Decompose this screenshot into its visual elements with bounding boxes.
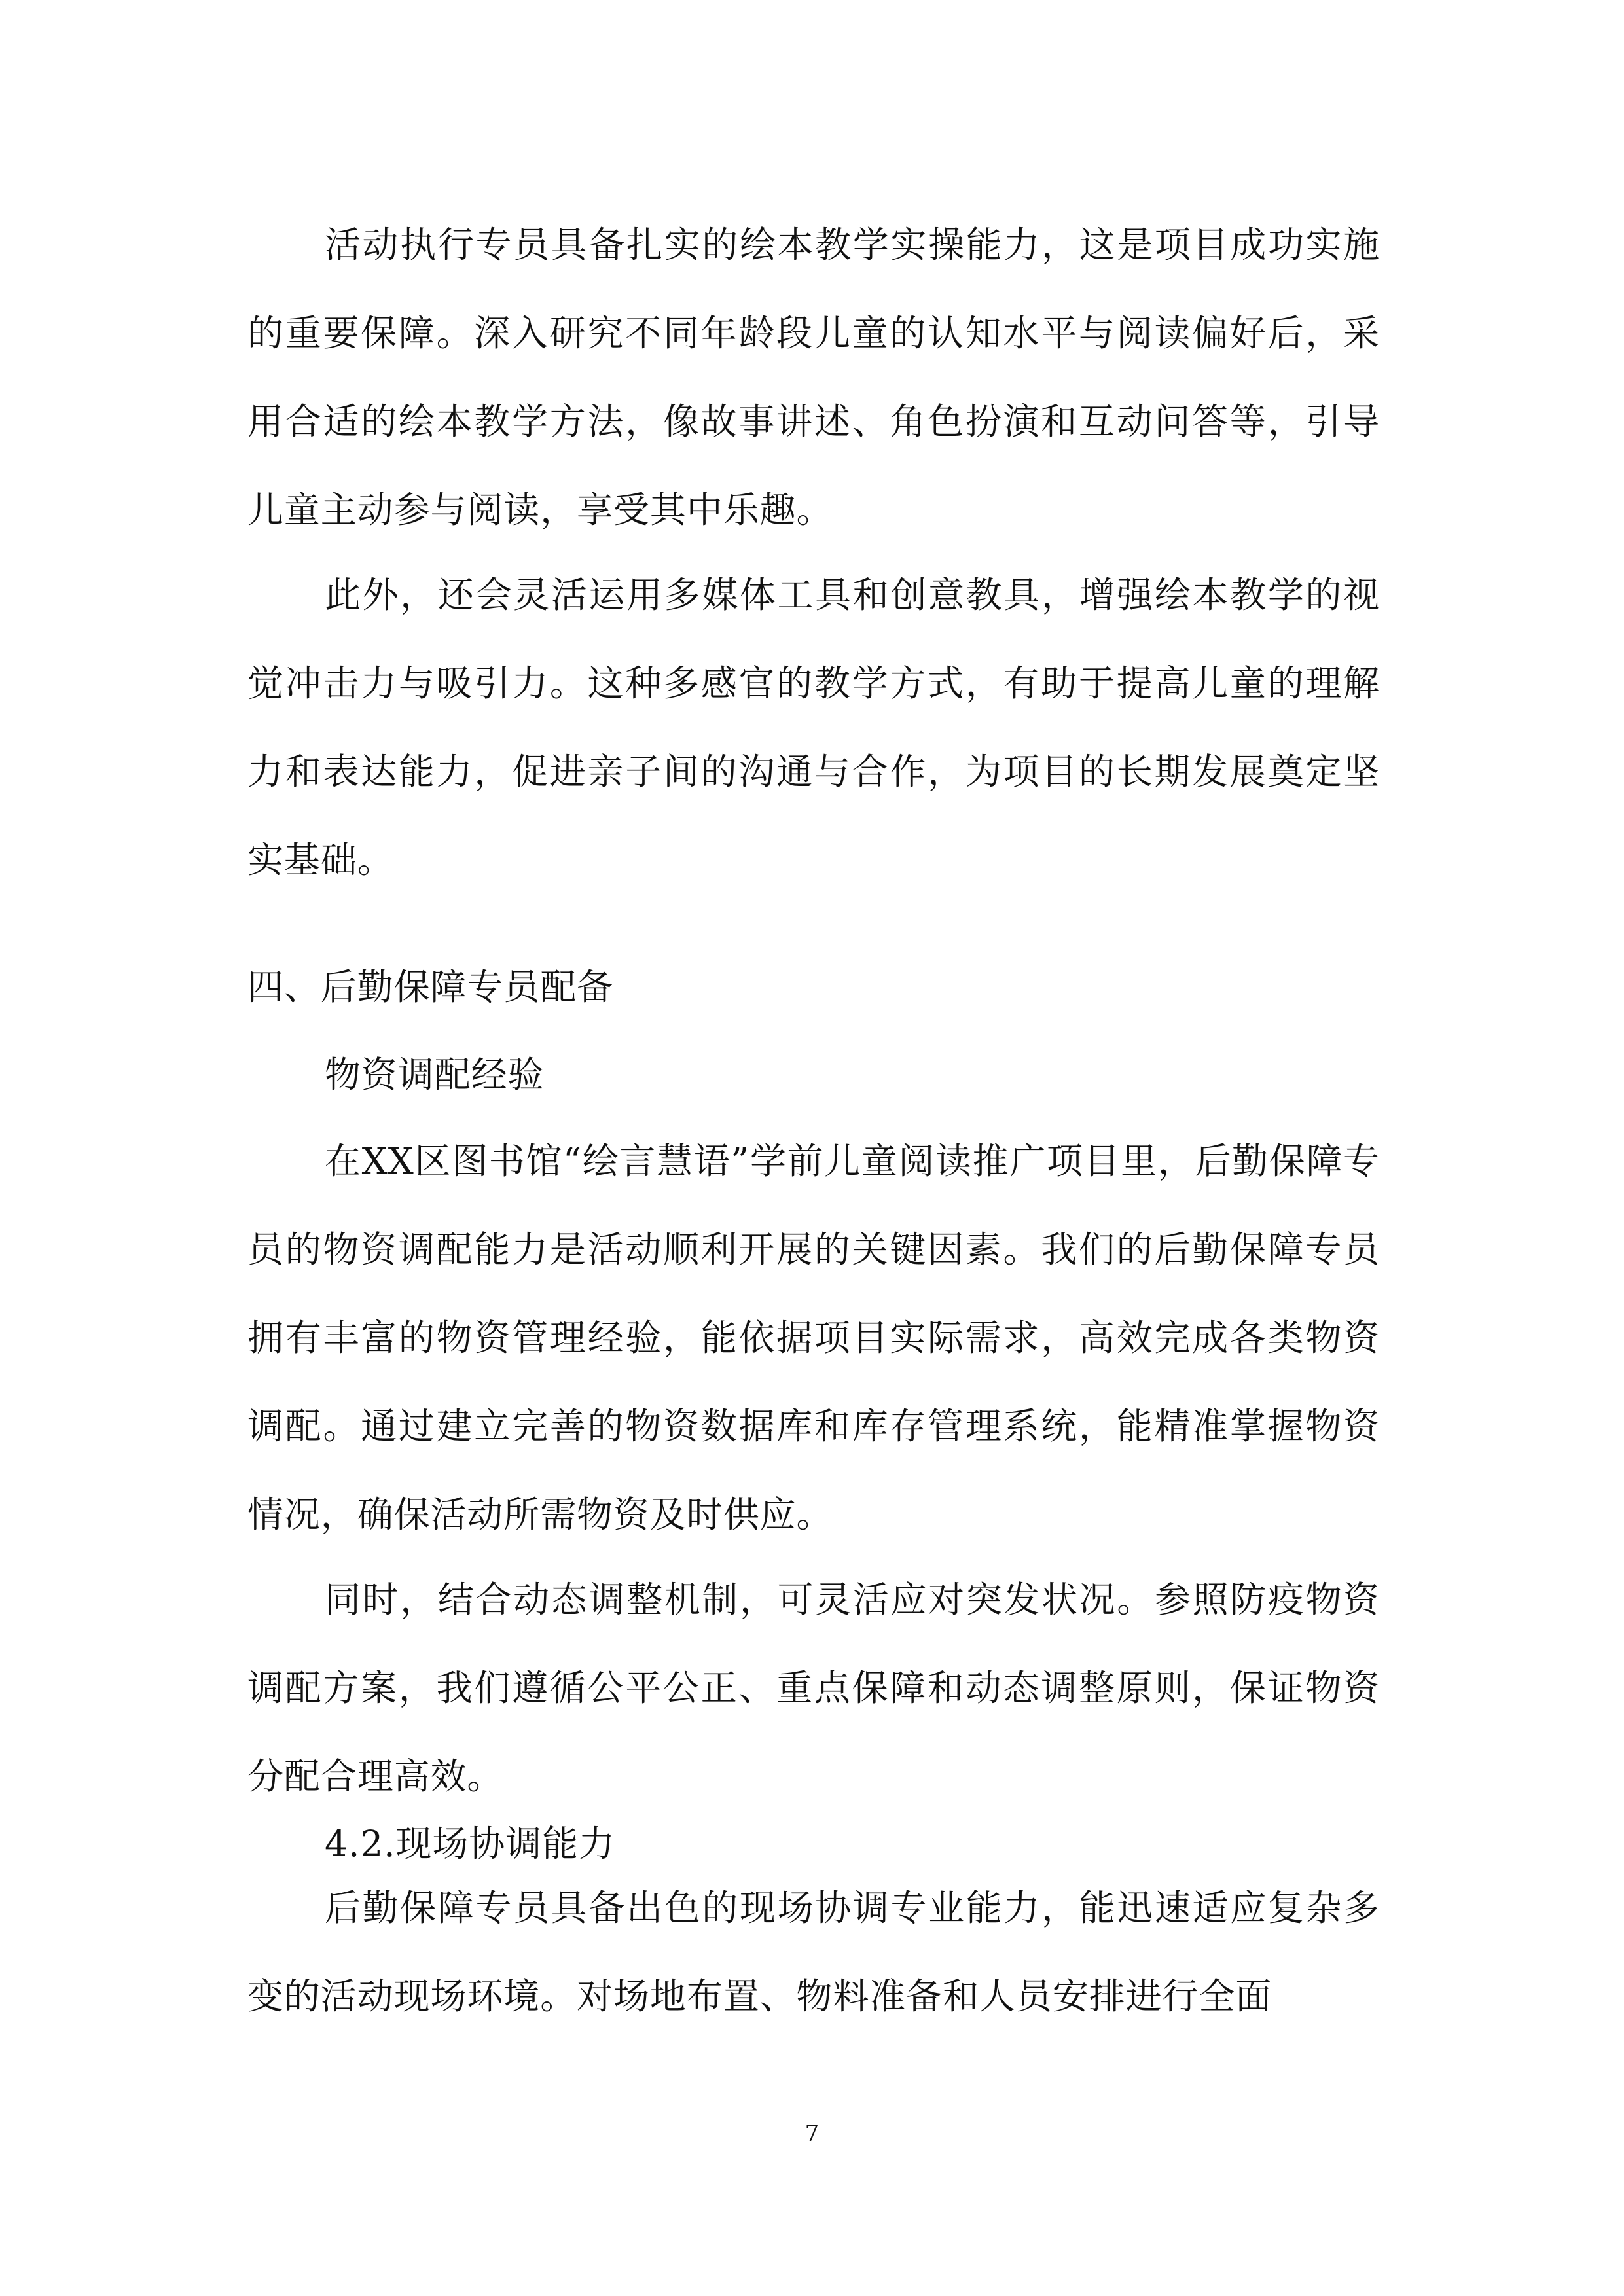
subheading-onsite-coordination: 4.2.现场协调能力	[325, 1823, 615, 1865]
paragraph-material-allocation: 在XX区图书馆“绘言慧语”学前儿童阅读推广项目里，后勤保障专员的物资调配能力是活动顺利开展的关键因素。我们的后勤保障专员拥有丰富的物资管理经验，能依据项目实际需求，高效完成各类物资调配。通过建立完善的物资数据库和库存管理系统，能精准掌握物资情况，确保活动所需物资及时供应。	[247, 1140, 1380, 1535]
subheading-material-allocation: 物资调配经验	[325, 1054, 545, 1096]
paragraph-onsite-coordination: 后勤保障专员具备出色的现场协调专业能力，能迅速适应复杂多变的活动现场环境。对场地布置、物料准备和人员安排进行全面	[247, 1887, 1380, 2017]
paragraph-multimedia-tools: 此外，还会灵活运用多媒体工具和创意教具，增强绘本教学的视觉冲击力与吸引力。这种多感官的教学方式，有助于提高儿童的理解力和表达能力，促进亲子间的沟通与合作，为项目的长期发展奠定坚实基础。	[247, 574, 1380, 881]
page-number: 7	[804, 2121, 820, 2147]
paragraph-dynamic-adjustment: 同时，结合动态调整机制，可灵活应对突发状况。参照防疫物资调配方案，我们遵循公平公正、重点保障和动态调整原则，保证物资分配合理高效。	[247, 1579, 1380, 1797]
section-heading-logistics: 四、后勤保障专员配备	[247, 966, 614, 1008]
paragraph-picture-book-teaching: 活动执行专员具备扎实的绘本教学实操能力，这是项目成功实施的重要保障。深入研究不同年龄段儿童的认知水平与阅读偏好后，采用合适的绘本教学方法，像故事讲述、角色扮演和互动问答等，引导儿童主动参与阅读，享受其中乐趣。	[247, 224, 1380, 531]
